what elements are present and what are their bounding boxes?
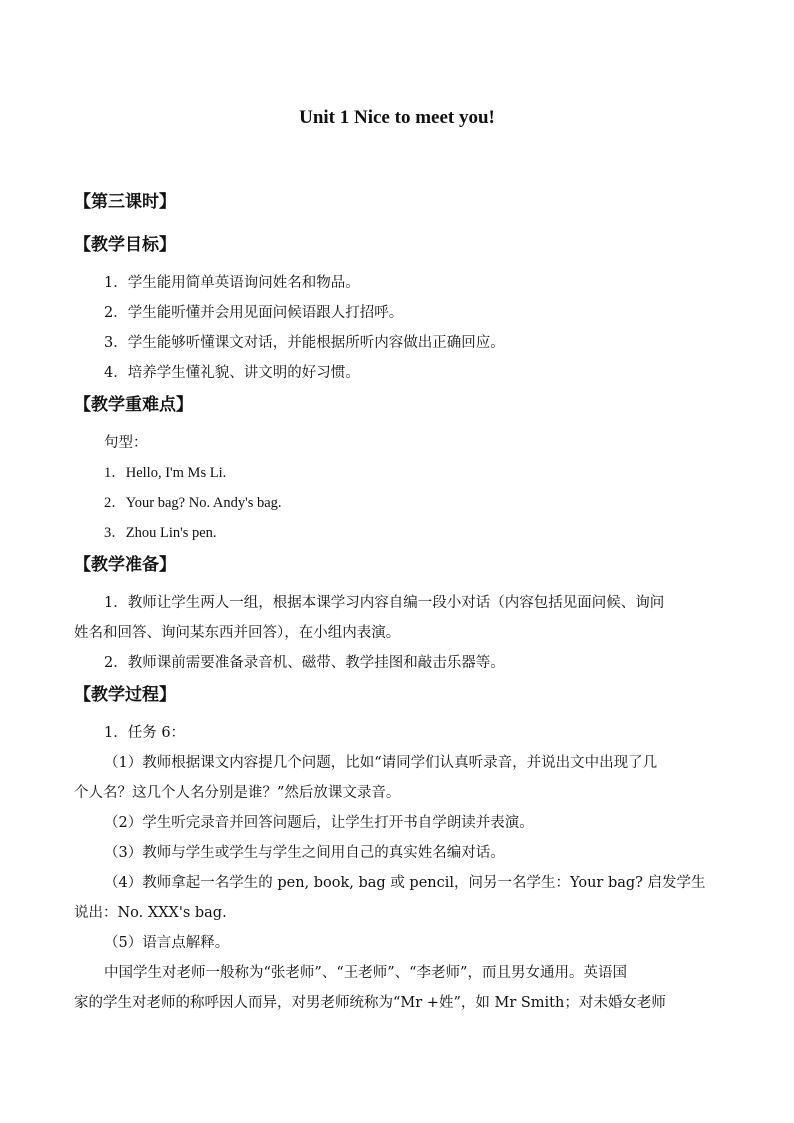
key-points-intro: 句型： xyxy=(104,435,148,451)
objective-item: 3．学生能够听懂课文对话，并能根据所听内容做出正确回应。 xyxy=(104,335,505,351)
objectives-heading: 【教学目标】 xyxy=(74,235,176,255)
process-step: （3）教师与学生或学生与学生之间用自己的真实姓名编对话。 xyxy=(104,845,505,861)
process-step: （4）教师拿起一名学生的 pen, book, bag 或 pencil，问另一名学生：Your bag? 启发学生 xyxy=(104,875,706,891)
key-points-heading: 【教学重难点】 xyxy=(74,395,193,415)
preparation-line: 1．教师让学生两人一组，根据本课学习内容自编一段小对话（内容包括见面问候、询问 xyxy=(104,595,665,611)
objective-item: 1．学生能用简单英语询问姓名和物品。 xyxy=(104,275,360,291)
explanation-line: 家的学生对老师的称呼因人而异，对男老师统称为“Mr +姓”，如 Mr Smith；对未婚女老师 xyxy=(74,995,666,1011)
process-heading: 【教学过程】 xyxy=(74,685,176,705)
lesson-heading: 【第三课时】 xyxy=(74,192,176,212)
process-step: （5）语言点解释。 xyxy=(104,935,230,951)
preparation-line: 2．教师课前需要准备录音机、磁带、教学挂图和敲击乐器等。 xyxy=(104,655,505,671)
preparation-line: 姓名和回答、询问某东西并回答），在小组内表演。 xyxy=(74,625,401,641)
process-step: （2）学生听完录音并回答问题后，让学生打开书自学朗读并表演。 xyxy=(104,815,534,831)
preparation-heading: 【教学准备】 xyxy=(74,555,176,575)
process-step: （1）教师根据课文内容提几个问题，比如“请同学们认真听录音，并说出文中出现了几 xyxy=(104,755,658,771)
process-step: 说出：No. XXX's bag. xyxy=(74,905,227,921)
objective-item: 2．学生能听懂并会用见面问候语跟人打招呼。 xyxy=(104,305,404,321)
key-point-item: 1．Hello, I'm Ms Li. xyxy=(104,465,227,481)
process-step: 个人名？这几个人名分别是谁？”然后放课文录音。 xyxy=(74,785,401,801)
explanation-line: 中国学生对老师一般称为“张老师”、“王老师”、“李老师”，而且男女通用。英语国 xyxy=(104,965,627,981)
process-task: 1．任务 6： xyxy=(104,725,186,741)
key-point-item: 2．Your bag? No. Andy's bag. xyxy=(104,495,282,511)
document-title: Unit 1 Nice to meet you! xyxy=(299,107,495,128)
key-point-item: 3．Zhou Lin's pen. xyxy=(104,525,217,541)
objective-item: 4．培养学生懂礼貌、讲文明的好习惯。 xyxy=(104,365,360,381)
